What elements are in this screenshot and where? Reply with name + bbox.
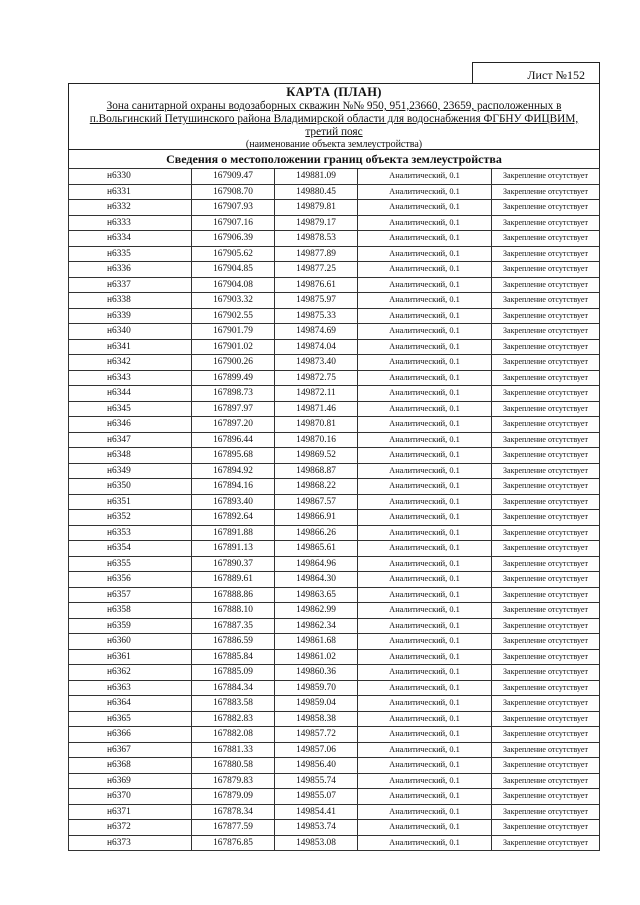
section-title: Сведения о местоположении границ объекта землеустройства bbox=[68, 149, 600, 169]
x-coordinate: 167880.58 bbox=[192, 758, 275, 774]
method-accuracy: Аналитический, 0.1 bbox=[358, 820, 492, 836]
point-id: н6367 bbox=[69, 742, 192, 758]
fixing-description: Закрепление отсутствует bbox=[492, 789, 600, 805]
table-row bbox=[69, 525, 600, 541]
fixing-description: Закрепление отсутствует bbox=[492, 603, 600, 619]
point-id: н6361 bbox=[69, 649, 192, 665]
x-coordinate: 167892.64 bbox=[192, 510, 275, 526]
y-coordinate: 149877.89 bbox=[275, 246, 358, 262]
x-coordinate: 167900.26 bbox=[192, 355, 275, 371]
sheet-number: Лист №152 bbox=[527, 68, 585, 82]
y-coordinate: 149855.74 bbox=[275, 773, 358, 789]
method-accuracy: Аналитический, 0.1 bbox=[358, 386, 492, 402]
x-coordinate: 167904.08 bbox=[192, 277, 275, 293]
fixing-description: Закрепление отсутствует bbox=[492, 277, 600, 293]
table-row bbox=[69, 711, 600, 727]
method-accuracy: Аналитический, 0.1 bbox=[358, 835, 492, 851]
table-row bbox=[69, 339, 600, 355]
point-id: н6359 bbox=[69, 618, 192, 634]
table-row bbox=[69, 293, 600, 309]
y-coordinate: 149875.33 bbox=[275, 308, 358, 324]
fixing-description: Закрепление отсутствует bbox=[492, 525, 600, 541]
point-id: н6358 bbox=[69, 603, 192, 619]
point-id: н6370 bbox=[69, 789, 192, 805]
x-coordinate: 167885.84 bbox=[192, 649, 275, 665]
method-accuracy: Аналитический, 0.1 bbox=[358, 231, 492, 247]
x-coordinate: 167890.37 bbox=[192, 556, 275, 572]
x-coordinate: 167896.44 bbox=[192, 432, 275, 448]
method-accuracy: Аналитический, 0.1 bbox=[358, 417, 492, 433]
y-coordinate: 149879.81 bbox=[275, 200, 358, 216]
y-coordinate: 149868.22 bbox=[275, 479, 358, 495]
table-row bbox=[69, 541, 600, 557]
table-row bbox=[69, 587, 600, 603]
y-coordinate: 149864.30 bbox=[275, 572, 358, 588]
point-id: н6366 bbox=[69, 727, 192, 743]
point-id: н6360 bbox=[69, 634, 192, 650]
fixing-description: Закрепление отсутствует bbox=[492, 448, 600, 464]
x-coordinate: 167888.10 bbox=[192, 603, 275, 619]
table-row bbox=[69, 649, 600, 665]
method-accuracy: Аналитический, 0.1 bbox=[358, 246, 492, 262]
fixing-description: Закрепление отсутствует bbox=[492, 696, 600, 712]
x-coordinate: 167891.88 bbox=[192, 525, 275, 541]
fixing-description: Закрепление отсутствует bbox=[492, 339, 600, 355]
point-id: н6369 bbox=[69, 773, 192, 789]
y-coordinate: 149857.06 bbox=[275, 742, 358, 758]
point-id: н6356 bbox=[69, 572, 192, 588]
table-row bbox=[69, 200, 600, 216]
x-coordinate: 167888.86 bbox=[192, 587, 275, 603]
table-row bbox=[69, 355, 600, 371]
method-accuracy: Аналитический, 0.1 bbox=[358, 572, 492, 588]
y-coordinate: 149880.45 bbox=[275, 184, 358, 200]
y-coordinate: 149866.26 bbox=[275, 525, 358, 541]
point-id: н6349 bbox=[69, 463, 192, 479]
table-row bbox=[69, 432, 600, 448]
point-id: н6337 bbox=[69, 277, 192, 293]
fixing-description: Закрепление отсутствует bbox=[492, 215, 600, 231]
method-accuracy: Аналитический, 0.1 bbox=[358, 448, 492, 464]
fixing-description: Закрепление отсутствует bbox=[492, 370, 600, 386]
table-row bbox=[69, 479, 600, 495]
table-row bbox=[69, 448, 600, 464]
y-coordinate: 149870.16 bbox=[275, 432, 358, 448]
point-id: н6333 bbox=[69, 215, 192, 231]
point-id: н6344 bbox=[69, 386, 192, 402]
y-coordinate: 149859.70 bbox=[275, 680, 358, 696]
x-coordinate: 167907.93 bbox=[192, 200, 275, 216]
x-coordinate: 167901.02 bbox=[192, 339, 275, 355]
point-id: н6354 bbox=[69, 541, 192, 557]
table-row bbox=[69, 231, 600, 247]
fixing-description: Закрепление отсутствует bbox=[492, 773, 600, 789]
point-id: н6372 bbox=[69, 820, 192, 836]
y-coordinate: 149874.69 bbox=[275, 324, 358, 340]
fixing-description: Закрепление отсутствует bbox=[492, 184, 600, 200]
coordinates-table bbox=[68, 168, 600, 851]
point-id: н6343 bbox=[69, 370, 192, 386]
table-row bbox=[69, 665, 600, 681]
point-id: н6352 bbox=[69, 510, 192, 526]
fixing-description: Закрепление отсутствует bbox=[492, 541, 600, 557]
y-coordinate: 149862.99 bbox=[275, 603, 358, 619]
point-id: н6348 bbox=[69, 448, 192, 464]
y-coordinate: 149855.07 bbox=[275, 789, 358, 805]
point-id: н6341 bbox=[69, 339, 192, 355]
y-coordinate: 149873.40 bbox=[275, 355, 358, 371]
y-coordinate: 149857.72 bbox=[275, 727, 358, 743]
fixing-description: Закрепление отсутствует bbox=[492, 308, 600, 324]
x-coordinate: 167882.08 bbox=[192, 727, 275, 743]
x-coordinate: 167883.58 bbox=[192, 696, 275, 712]
fixing-description: Закрепление отсутствует bbox=[492, 324, 600, 340]
method-accuracy: Аналитический, 0.1 bbox=[358, 634, 492, 650]
object-name-line-3: третий пояс bbox=[305, 126, 363, 138]
method-accuracy: Аналитический, 0.1 bbox=[358, 727, 492, 743]
table-row bbox=[69, 324, 600, 340]
point-id: н6355 bbox=[69, 556, 192, 572]
table-row bbox=[69, 773, 600, 789]
method-accuracy: Аналитический, 0.1 bbox=[358, 215, 492, 231]
fixing-description: Закрепление отсутствует bbox=[492, 649, 600, 665]
document-title: КАРТА (ПЛАН) bbox=[286, 85, 382, 99]
table-row bbox=[69, 727, 600, 743]
fixing-description: Закрепление отсутствует bbox=[492, 587, 600, 603]
method-accuracy: Аналитический, 0.1 bbox=[358, 401, 492, 417]
fixing-description: Закрепление отсутствует bbox=[492, 680, 600, 696]
method-accuracy: Аналитический, 0.1 bbox=[358, 649, 492, 665]
x-coordinate: 167898.73 bbox=[192, 386, 275, 402]
method-accuracy: Аналитический, 0.1 bbox=[358, 665, 492, 681]
table-row bbox=[69, 789, 600, 805]
x-coordinate: 167899.49 bbox=[192, 370, 275, 386]
fixing-description: Закрепление отсутствует bbox=[492, 665, 600, 681]
point-id: н6365 bbox=[69, 711, 192, 727]
x-coordinate: 167886.59 bbox=[192, 634, 275, 650]
fixing-description: Закрепление отсутствует bbox=[492, 463, 600, 479]
method-accuracy: Аналитический, 0.1 bbox=[358, 603, 492, 619]
table-row bbox=[69, 835, 600, 851]
table-row bbox=[69, 215, 600, 231]
y-coordinate: 149853.74 bbox=[275, 820, 358, 836]
method-accuracy: Аналитический, 0.1 bbox=[358, 169, 492, 185]
table-row bbox=[69, 169, 600, 185]
x-coordinate: 167897.20 bbox=[192, 417, 275, 433]
y-coordinate: 149862.34 bbox=[275, 618, 358, 634]
sheet-number-box bbox=[472, 62, 600, 84]
y-coordinate: 149867.57 bbox=[275, 494, 358, 510]
point-id: н6351 bbox=[69, 494, 192, 510]
y-coordinate: 149853.08 bbox=[275, 835, 358, 851]
table-row bbox=[69, 510, 600, 526]
table-row bbox=[69, 572, 600, 588]
fixing-description: Закрепление отсутствует bbox=[492, 293, 600, 309]
point-id: н6363 bbox=[69, 680, 192, 696]
table-row bbox=[69, 308, 600, 324]
y-coordinate: 149872.11 bbox=[275, 386, 358, 402]
point-id: н6357 bbox=[69, 587, 192, 603]
x-coordinate: 167897.97 bbox=[192, 401, 275, 417]
table-row bbox=[69, 603, 600, 619]
fixing-description: Закрепление отсутствует bbox=[492, 634, 600, 650]
method-accuracy: Аналитический, 0.1 bbox=[358, 541, 492, 557]
fixing-description: Закрепление отсутствует bbox=[492, 355, 600, 371]
y-coordinate: 149878.53 bbox=[275, 231, 358, 247]
x-coordinate: 167876.85 bbox=[192, 835, 275, 851]
y-coordinate: 149875.97 bbox=[275, 293, 358, 309]
fixing-description: Закрепление отсутствует bbox=[492, 262, 600, 278]
x-coordinate: 167904.85 bbox=[192, 262, 275, 278]
point-id: н6346 bbox=[69, 417, 192, 433]
fixing-description: Закрепление отсутствует bbox=[492, 758, 600, 774]
method-accuracy: Аналитический, 0.1 bbox=[358, 370, 492, 386]
point-id: н6368 bbox=[69, 758, 192, 774]
y-coordinate: 149872.75 bbox=[275, 370, 358, 386]
method-accuracy: Аналитический, 0.1 bbox=[358, 510, 492, 526]
point-id: н6362 bbox=[69, 665, 192, 681]
fixing-description: Закрепление отсутствует bbox=[492, 804, 600, 820]
point-id: н6350 bbox=[69, 479, 192, 495]
point-id: н6347 bbox=[69, 432, 192, 448]
method-accuracy: Аналитический, 0.1 bbox=[358, 587, 492, 603]
fixing-description: Закрепление отсутствует bbox=[492, 432, 600, 448]
y-coordinate: 149871.46 bbox=[275, 401, 358, 417]
method-accuracy: Аналитический, 0.1 bbox=[358, 463, 492, 479]
point-id: н6334 bbox=[69, 231, 192, 247]
fixing-description: Закрепление отсутствует bbox=[492, 572, 600, 588]
y-coordinate: 149866.91 bbox=[275, 510, 358, 526]
table-row bbox=[69, 742, 600, 758]
table-row bbox=[69, 820, 600, 836]
method-accuracy: Аналитический, 0.1 bbox=[358, 262, 492, 278]
method-accuracy: Аналитический, 0.1 bbox=[358, 324, 492, 340]
x-coordinate: 167893.40 bbox=[192, 494, 275, 510]
fixing-description: Закрепление отсутствует bbox=[492, 510, 600, 526]
table-row bbox=[69, 758, 600, 774]
fixing-description: Закрепление отсутствует bbox=[492, 835, 600, 851]
y-coordinate: 149860.36 bbox=[275, 665, 358, 681]
method-accuracy: Аналитический, 0.1 bbox=[358, 773, 492, 789]
point-id: н6342 bbox=[69, 355, 192, 371]
table-row bbox=[69, 556, 600, 572]
method-accuracy: Аналитический, 0.1 bbox=[358, 711, 492, 727]
point-id: н6345 bbox=[69, 401, 192, 417]
fixing-description: Закрепление отсутствует bbox=[492, 618, 600, 634]
y-coordinate: 149868.87 bbox=[275, 463, 358, 479]
y-coordinate: 149861.02 bbox=[275, 649, 358, 665]
object-name-line-1: Зона санитарной охраны водозаборных скважин №№ 950, 951,23660, 23659, расположенных в bbox=[106, 100, 562, 112]
fixing-description: Закрепление отсутствует bbox=[492, 727, 600, 743]
method-accuracy: Аналитический, 0.1 bbox=[358, 696, 492, 712]
method-accuracy: Аналитический, 0.1 bbox=[358, 308, 492, 324]
method-accuracy: Аналитический, 0.1 bbox=[358, 432, 492, 448]
method-accuracy: Аналитический, 0.1 bbox=[358, 355, 492, 371]
table-row bbox=[69, 634, 600, 650]
table-row bbox=[69, 370, 600, 386]
y-coordinate: 149881.09 bbox=[275, 169, 358, 185]
y-coordinate: 149856.40 bbox=[275, 758, 358, 774]
object-name-caption: (наименование объекта землеустройства) bbox=[245, 139, 423, 150]
y-coordinate: 149870.81 bbox=[275, 417, 358, 433]
x-coordinate: 167891.13 bbox=[192, 541, 275, 557]
method-accuracy: Аналитический, 0.1 bbox=[358, 293, 492, 309]
object-name-line-2: п.Вольгинский Петушинского района Владимирской области для водоснабжения ФГБНУ ФИЦВИМ, bbox=[89, 113, 579, 125]
x-coordinate: 167902.55 bbox=[192, 308, 275, 324]
point-id: н6371 bbox=[69, 804, 192, 820]
y-coordinate: 149863.65 bbox=[275, 587, 358, 603]
table-row bbox=[69, 463, 600, 479]
x-coordinate: 167882.83 bbox=[192, 711, 275, 727]
point-id: н6364 bbox=[69, 696, 192, 712]
point-id: н6353 bbox=[69, 525, 192, 541]
x-coordinate: 167879.09 bbox=[192, 789, 275, 805]
point-id: н6330 bbox=[69, 169, 192, 185]
y-coordinate: 149879.17 bbox=[275, 215, 358, 231]
point-id: н6336 bbox=[69, 262, 192, 278]
method-accuracy: Аналитический, 0.1 bbox=[358, 618, 492, 634]
x-coordinate: 167878.34 bbox=[192, 804, 275, 820]
table-row bbox=[69, 246, 600, 262]
fixing-description: Закрепление отсутствует bbox=[492, 820, 600, 836]
y-coordinate: 149869.52 bbox=[275, 448, 358, 464]
point-id: н6338 bbox=[69, 293, 192, 309]
method-accuracy: Аналитический, 0.1 bbox=[358, 525, 492, 541]
document-header bbox=[68, 83, 600, 150]
method-accuracy: Аналитический, 0.1 bbox=[358, 200, 492, 216]
y-coordinate: 149876.61 bbox=[275, 277, 358, 293]
point-id: н6335 bbox=[69, 246, 192, 262]
x-coordinate: 167909.47 bbox=[192, 169, 275, 185]
table-row bbox=[69, 262, 600, 278]
x-coordinate: 167885.09 bbox=[192, 665, 275, 681]
table-row bbox=[69, 804, 600, 820]
method-accuracy: Аналитический, 0.1 bbox=[358, 494, 492, 510]
y-coordinate: 149865.61 bbox=[275, 541, 358, 557]
y-coordinate: 149877.25 bbox=[275, 262, 358, 278]
fixing-description: Закрепление отсутствует bbox=[492, 386, 600, 402]
table-row bbox=[69, 494, 600, 510]
y-coordinate: 149864.96 bbox=[275, 556, 358, 572]
method-accuracy: Аналитический, 0.1 bbox=[358, 556, 492, 572]
fixing-description: Закрепление отсутствует bbox=[492, 246, 600, 262]
fixing-description: Закрепление отсутствует bbox=[492, 742, 600, 758]
table-row bbox=[69, 386, 600, 402]
y-coordinate: 149861.68 bbox=[275, 634, 358, 650]
x-coordinate: 167889.61 bbox=[192, 572, 275, 588]
method-accuracy: Аналитический, 0.1 bbox=[358, 742, 492, 758]
point-id: н6331 bbox=[69, 184, 192, 200]
point-id: н6332 bbox=[69, 200, 192, 216]
point-id: н6339 bbox=[69, 308, 192, 324]
y-coordinate: 149859.04 bbox=[275, 696, 358, 712]
y-coordinate: 149874.04 bbox=[275, 339, 358, 355]
x-coordinate: 167908.70 bbox=[192, 184, 275, 200]
method-accuracy: Аналитический, 0.1 bbox=[358, 680, 492, 696]
method-accuracy: Аналитический, 0.1 bbox=[358, 184, 492, 200]
table-row bbox=[69, 680, 600, 696]
x-coordinate: 167884.34 bbox=[192, 680, 275, 696]
method-accuracy: Аналитический, 0.1 bbox=[358, 277, 492, 293]
table-row bbox=[69, 696, 600, 712]
method-accuracy: Аналитический, 0.1 bbox=[358, 789, 492, 805]
method-accuracy: Аналитический, 0.1 bbox=[358, 758, 492, 774]
point-id: н6340 bbox=[69, 324, 192, 340]
y-coordinate: 149858.38 bbox=[275, 711, 358, 727]
fixing-description: Закрепление отсутствует bbox=[492, 479, 600, 495]
table-row bbox=[69, 417, 600, 433]
x-coordinate: 167894.92 bbox=[192, 463, 275, 479]
method-accuracy: Аналитический, 0.1 bbox=[358, 804, 492, 820]
y-coordinate: 149854.41 bbox=[275, 804, 358, 820]
fixing-description: Закрепление отсутствует bbox=[492, 417, 600, 433]
table-row bbox=[69, 277, 600, 293]
fixing-description: Закрепление отсутствует bbox=[492, 494, 600, 510]
fixing-description: Закрепление отсутствует bbox=[492, 711, 600, 727]
x-coordinate: 167881.33 bbox=[192, 742, 275, 758]
fixing-description: Закрепление отсутствует bbox=[492, 169, 600, 185]
x-coordinate: 167906.39 bbox=[192, 231, 275, 247]
x-coordinate: 167879.83 bbox=[192, 773, 275, 789]
x-coordinate: 167901.79 bbox=[192, 324, 275, 340]
method-accuracy: Аналитический, 0.1 bbox=[358, 479, 492, 495]
table-row bbox=[69, 618, 600, 634]
x-coordinate: 167903.32 bbox=[192, 293, 275, 309]
x-coordinate: 167907.16 bbox=[192, 215, 275, 231]
x-coordinate: 167895.68 bbox=[192, 448, 275, 464]
fixing-description: Закрепление отсутствует bbox=[492, 556, 600, 572]
x-coordinate: 167877.59 bbox=[192, 820, 275, 836]
x-coordinate: 167905.62 bbox=[192, 246, 275, 262]
point-id: н6373 bbox=[69, 835, 192, 851]
fixing-description: Закрепление отсутствует bbox=[492, 231, 600, 247]
x-coordinate: 167894.16 bbox=[192, 479, 275, 495]
table-row bbox=[69, 184, 600, 200]
table-row bbox=[69, 401, 600, 417]
x-coordinate: 167887.35 bbox=[192, 618, 275, 634]
fixing-description: Закрепление отсутствует bbox=[492, 200, 600, 216]
fixing-description: Закрепление отсутствует bbox=[492, 401, 600, 417]
method-accuracy: Аналитический, 0.1 bbox=[358, 339, 492, 355]
